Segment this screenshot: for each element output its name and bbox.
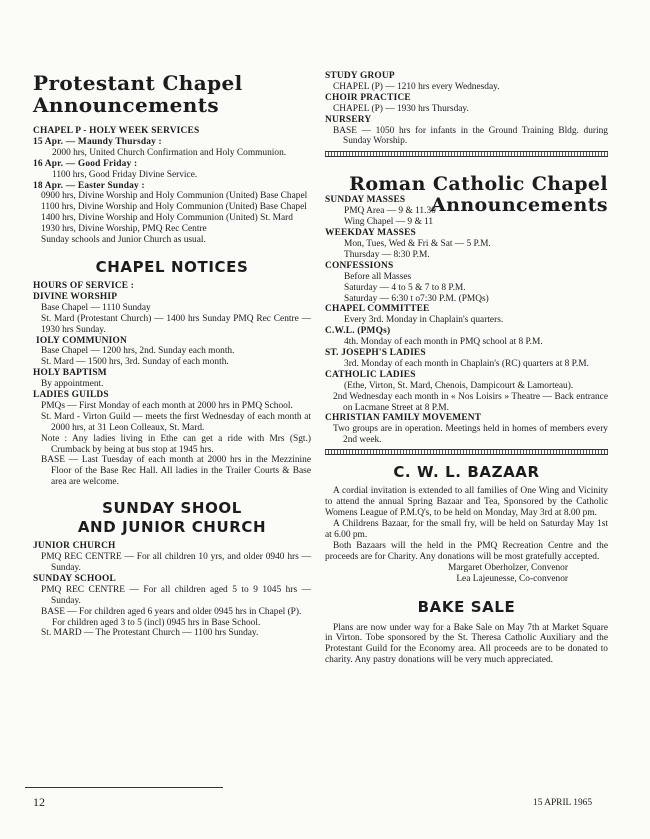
cwl-heading: C.W.L. (PMQs)	[325, 326, 391, 337]
ladies-guilds-heading: LADIES GUILDS	[33, 390, 109, 401]
bazaar-paragraph: Both Bazaars will the held in the PMQ Recreation Centre and the proceeds are for Charity. Any donations will be most gratefully accepted.	[325, 540, 608, 562]
holy-communion-heading: IOLY COMMUNION	[36, 335, 127, 346]
confessions-line: Saturday — 6:30 t o7:30 P.M. (PMQs)	[344, 293, 489, 304]
sunday-school-title-line-1: SUNDAY SHOOL	[102, 499, 242, 518]
sunday-school-line: BASE — For children aged 6 years and older 0945 hrs in Chapel (P).	[41, 606, 302, 617]
confessions-line: Before all Masses	[344, 271, 412, 282]
study-group-heading: STUDY GROUP	[325, 71, 395, 81]
sunday-school-heading: SUNDAY SCHOOL	[33, 573, 116, 584]
entry-line: 1930 hrs, Divine Worship, PMQ Rec Centre	[41, 224, 207, 235]
right-column	[325, 0, 608, 666]
holy-baptism-line: By appointment.	[41, 379, 104, 390]
entry-line: 1400 hrs, Divine Worship and Holy Communion (United) St. Mard	[41, 213, 293, 224]
catholic-ladies-line: (Ethe, Virton, St. Mard, Chenois, Dampicourt & Lamorteau).	[344, 380, 574, 391]
sunday-masses-heading: SUNDAY MASSES	[325, 195, 406, 206]
st-joseph-line: 3rd. Monday of each month in Chaplain's (RC) quarters at 8 P.M.	[344, 358, 589, 369]
entry-line: 0900 hrs, Divine Worship and Holy Communion (United) Base Chapel	[41, 191, 308, 202]
catholic-block	[325, 195, 608, 228]
junior-church-heading: JUNIOR CHURCH	[33, 541, 116, 552]
holy-communion-line: Base Chapel — 1200 hrs, 2nd. Sunday each month.	[41, 346, 235, 357]
weekday-masses-line: Thursday — 8:30 P.M.	[344, 249, 430, 260]
ladies-guilds-line: PMQs — First Monday of each month at 2000 hrs in PMQ School.	[41, 400, 293, 411]
divine-worship-heading: DIVINE WORSHIP	[33, 291, 118, 302]
chapel-committee-heading: CHAPEL COMMITTEE	[325, 304, 430, 315]
weekday-masses-line: Mon, Tues, Wed & Fri & Sat — 5 P.M.	[344, 238, 491, 249]
bake-sale-text: Plans are now under way for a Bake Sale on May 7th at Market Square in Virton. Tobe sponsored by the St. Theresa Catholic Auxiliary and the Protestant Guild for the Economy area. All proceeds are to be donated to charity. Any pastry donations will be very much appreciated.	[325, 622, 608, 666]
entry-date: 16 Apr. — Good Friday :	[33, 158, 138, 169]
issue-date: 15 APRIL 1965	[533, 798, 593, 808]
weekday-masses-heading: WEEKDAY MASSES	[325, 228, 416, 239]
choir-text: CHAPEL (P) — 1930 hrs Thursday.	[333, 103, 469, 114]
left-column	[33, 0, 311, 639]
footer-rule	[25, 787, 223, 788]
page-number: 12	[33, 795, 45, 809]
cfm-line: Two groups are in operation. Meetings held in homes of members every 2nd week.	[333, 424, 608, 446]
study-group-text: CHAPEL (P) — 1210 hrs every Wednesday.	[333, 81, 500, 92]
bazaar-paragraph: A Childrens Bazaar, for the small fry, will be held on Saturday May 1st at 6.00 pm.	[325, 518, 608, 540]
holy-week-heading: CHAPEL P - HOLY WEEK SERVICES	[33, 126, 200, 136]
confessions-heading: CONFESSIONS	[325, 260, 394, 271]
ladies-guilds-line: St. Mard - Virton Guild — meets the first Wednesday of each month at 2000 hrs, at 31 Leon Colleaux, St. Mard.	[41, 411, 311, 433]
sunday-masses-line: Wing Chapel — 9 & 11	[344, 217, 434, 228]
bazaar-signature: Lea Lajeunesse, Co-convenor	[456, 574, 568, 585]
st-joseph-heading: ST. JOSEPH'S LADIES	[325, 348, 426, 359]
ladies-guilds-line: BASE — Last Tuesday of each month at 2000 hrs in the Mezzinine Floor of the Base Rec Hall. All ladies in the Trailer Courts & Base area are welcome.	[41, 455, 311, 488]
bake-sale-title: BAKE SALE	[417, 597, 516, 616]
sunday-school-line: PMQ REC CENTRE — For all children aged 5 to 9 1045 hrs — Sunday.	[41, 584, 311, 606]
entry-line: Sunday schools and Junior Church as usual.	[41, 235, 206, 246]
cfm-heading: CHRISTIAN FAMILY MOVEMENT	[325, 413, 482, 424]
divine-worship-line: Base Chapel — 1110 Sunday	[41, 302, 151, 313]
hours-of-service-heading: HOURS OF SERVICE :	[33, 280, 135, 291]
entry-line: 2000 hrs, United Church Confirmation and Holy Communion.	[52, 147, 287, 158]
chapel-committee-line: Every 3rd. Monday in Chaplain's quarters.	[344, 315, 504, 326]
divine-worship-line: St. Mard (Protestant Church) — 1400 hrs Sunday PMQ Rec Centre — 1930 hrs Sunday.	[41, 313, 311, 335]
junior-church-text: PMQ REC CENTRE — For all children 10 yrs, and older 0940 hrs — Sunday.	[41, 552, 311, 573]
protestant-title-line-2: Announcements	[33, 93, 220, 117]
chapel-notices-title: CHAPEL NOTICES	[95, 257, 249, 276]
catholic-ladies-line: 2nd Wednesday each month in « Nos Loisirs » Theatre — Back entrance on Lacmane Street at 8 P.M.	[333, 391, 608, 413]
holy-communion-line: St. Mard — 1500 hrs, 3rd. Sunday of each month.	[41, 357, 229, 368]
catholic-title-line-2: Announcements	[430, 194, 608, 217]
cwl-line: 4th. Monday of each month in PMQ school at 8 P.M.	[344, 337, 543, 348]
confessions-line: Saturday — 4 to 5 & 7 to 8 P.M.	[344, 282, 466, 293]
catholic-title-line-1: Roman Catholic Chapel	[349, 173, 608, 196]
protestant-title-line-1: Protestant Chapel	[33, 71, 243, 95]
sunday-school-title-line-2: AND JUNIOR CHURCH	[77, 518, 267, 537]
entry-date: 15 Apr. — Maundy Thursday :	[33, 136, 162, 147]
ladies-guilds-line: Note : Any ladies living in Ethe can get a ride with Mrs (Sgt.) Crumback by being at bus stop at 1945 hrs.	[41, 433, 311, 455]
nursery-text: BASE — 1050 hrs for infants in the Ground Training Bldg. during Sunday Worship.	[333, 125, 608, 147]
bazaar-title: C. W. L. BAZAAR	[393, 463, 540, 482]
bazaar-paragraph: A cordial invitation is extended to all families of One Wing and Vicinity to attend the annual Spring Bazaar and Tea, Sponsored by the Catholic Womens League of P.M.Q's, to be held on Monday, May 3rd at 8.00 pm.	[325, 486, 608, 518]
entry-line: 1100 hrs, Divine Worship and Holy Communion (United) Base Chapel	[41, 202, 307, 213]
choir-heading: CHOIR PRACTICE	[325, 92, 411, 103]
bazaar-signature: Margaret Oberholzer, Convenor	[448, 562, 568, 573]
catholic-ladies-heading: CATHOLIC LADIES	[325, 369, 416, 380]
nursery-heading: NURSERY	[325, 114, 372, 125]
sunday-school-line: For children aged 3 to 5 (incl) 0945 hrs in Base School.	[52, 617, 261, 628]
holy-baptism-heading: HOLY BAPTISM	[33, 368, 107, 379]
entry-date: 18 Apr. — Easter Sunday :	[33, 180, 145, 191]
sunday-school-line: St. MARD — The Protestant Church — 1100 hrs Sunday.	[41, 628, 259, 639]
entry-line: 1100 hrs, Good Friday Divine Service.	[52, 169, 198, 180]
sunday-masses-line: PMQ Area — 9 & 11.30	[344, 206, 436, 217]
